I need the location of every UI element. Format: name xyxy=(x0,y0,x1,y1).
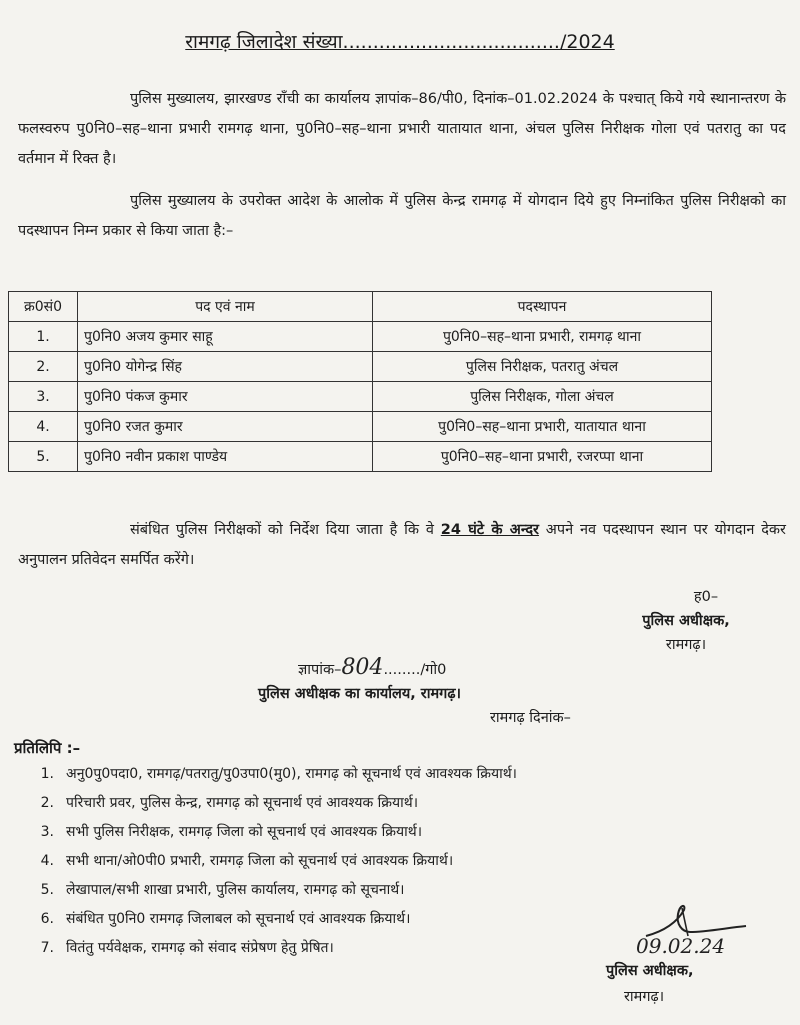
table-row xyxy=(9,442,712,472)
row-name: पु0नि0 अजय कुमार साहू xyxy=(78,322,373,352)
posting-table xyxy=(8,291,712,472)
table-header-row xyxy=(9,292,712,322)
row-posting: पु0नि0–सह–थाना प्रभारी, रामगढ़ थाना xyxy=(373,322,712,352)
memo-office: पुलिस अधीक्षक का कार्यालय, रामगढ़। xyxy=(258,686,461,702)
paragraph-vacancy: पुलिस मुख्यालय, झारखण्ड राँची का कार्यालय ज्ञापांक–86/पी0, दिनांक–01.02.2024 के पश्चात् किये गये स्थानान्तरण के फलस्वरुप पु0नि0–सह–थाना प्रभारी रामगढ़ थाना, पु0नि0–सह–थाना प्रभारी यातायात थाना, अंचल पुलिस निरीक्षक गोला एवं पतरातु का पद वर्तमान में रिक्त है। xyxy=(18,91,786,167)
signature-block-2 xyxy=(600,902,780,1022)
list-item: 1. अनु0पु0पदा0, रामगढ़/पतरातु/पु0उपा0(मु0), रामगढ़ को सूचनार्थ एवं आवश्यक क्रियार्थ। xyxy=(40,766,517,782)
row-name: पु0नि0 पंकज कुमार xyxy=(78,382,373,412)
table-row xyxy=(9,412,712,442)
list-item: 7. वितंतु पर्यवेक्षक, रामगढ़ को संवाद संप्रेषण हेतु प्रेषित। xyxy=(40,940,334,956)
signature-block-1 xyxy=(586,585,786,657)
row-posting: पु0नि0–सह–थाना प्रभारी, रजरप्पा थाना xyxy=(373,442,712,472)
signatory-place: रामगढ़। xyxy=(665,637,707,653)
copies-heading: प्रतिलिपि :– xyxy=(14,739,81,757)
instruction-deadline: 24 घंटे के अन्दर xyxy=(440,522,539,538)
signatory-title: पुलिस अधीक्षक, xyxy=(606,963,694,979)
list-item: 4. सभी थाना/ओ0पी0 प्रभारी, रामगढ़ जिला को सूचनार्थ एवं आवश्यक क्रियार्थ। xyxy=(40,853,454,869)
memo-suffix: /गो0 xyxy=(420,662,447,678)
memo-block xyxy=(240,656,660,730)
list-item: 6. संबंधित पु0नि0 रामगढ़ जिलाबल को सूचनार्थ एवं आवश्यक क्रियार्थ। xyxy=(40,911,411,927)
row-serial: 3. xyxy=(9,382,78,412)
row-posting: पुलिस निरीक्षक, पतरातु अंचल xyxy=(373,352,712,382)
memo-dots: ........ xyxy=(383,662,421,678)
table-row xyxy=(9,352,712,382)
row-serial: 4. xyxy=(9,412,78,442)
memo-date-line: रामगढ़ दिनांक– xyxy=(490,710,571,726)
row-name: पु0नि0 योगेन्द्र सिंह xyxy=(78,352,373,382)
paragraph-instruction xyxy=(18,515,786,575)
row-name: पु0नि0 नवीन प्रकाश पाण्डेय xyxy=(78,442,373,472)
signatory-title: पुलिस अधीक्षक, xyxy=(642,613,730,629)
row-posting: पु0नि0–सह–थाना प्रभारी, यातायात थाना xyxy=(373,412,712,442)
memo-number: 804 xyxy=(341,655,384,680)
document-title: रामगढ़ जिलादेश संख्या..................................../2024 xyxy=(185,31,615,53)
memo-label: ज्ञापांक– xyxy=(298,662,342,678)
list-item: 5. लेखापाल/सभी शाखा प्रभारी, पुलिस कार्यालय, रामगढ़ को सूचनार्थ। xyxy=(40,882,405,898)
instruction-text-after: अपने नव पदस्थापन स्थान पर योगदान देकर अनुपालन प्रतिवेदन समर्पित करेंगे। xyxy=(18,522,786,568)
row-serial: 2. xyxy=(9,352,78,382)
row-name: पु0नि0 रजत कुमार xyxy=(78,412,373,442)
signature-date: 09.02.24 xyxy=(636,934,726,958)
header-serial: क्र0सं0 xyxy=(9,292,78,322)
paragraph-posting-intro: पुलिस मुख्यालय के उपरोक्त आदेश के आलोक में पुलिस केन्द्र रामगढ़ में योगदान दिये हुए निम्नांकित पुलिस निरीक्षको का पदस्थापन निम्न प्रकार से किया जाता है:– xyxy=(18,193,786,239)
list-item: 3. सभी पुलिस निरीक्षक, रामगढ़ जिला को सूचनार्थ एवं आवश्यक क्रियार्थ। xyxy=(40,824,423,840)
signatory-place: रामगढ़। xyxy=(624,989,665,1005)
table-row xyxy=(9,322,712,352)
row-serial: 1. xyxy=(9,322,78,352)
header-posting: पदस्थापन xyxy=(373,292,712,322)
row-serial: 5. xyxy=(9,442,78,472)
memo-number-line xyxy=(240,656,660,682)
table-row xyxy=(9,382,712,412)
row-posting: पुलिस निरीक्षक, गोला अंचल xyxy=(373,382,712,412)
list-item: 2. परिचारी प्रवर, पुलिस केन्द्र, रामगढ़ को सूचनार्थ एवं आवश्यक क्रियार्थ। xyxy=(40,795,419,811)
instruction-text-before: संबंधित पुलिस निरीक्षकों को निर्देश दिया जाता है कि वे xyxy=(130,522,441,538)
signed-mark: ह0– xyxy=(693,589,719,605)
header-name: पद एवं नाम xyxy=(78,292,373,322)
